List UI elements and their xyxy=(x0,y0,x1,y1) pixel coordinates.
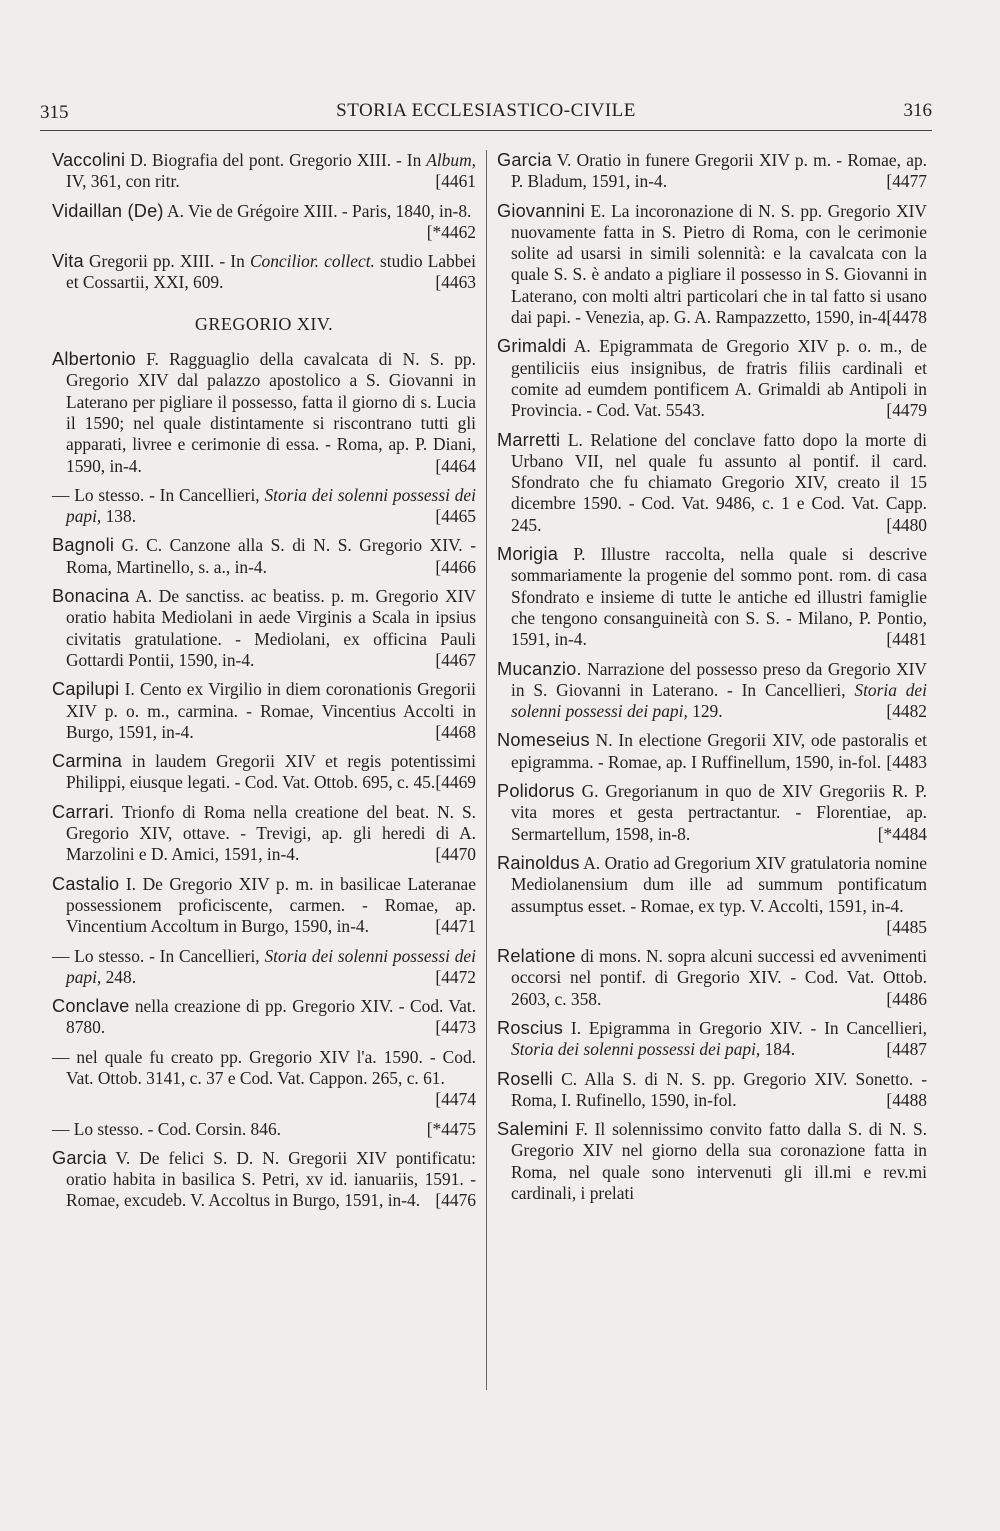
bibliography-entry xyxy=(497,336,927,421)
bibliography-entry xyxy=(52,751,476,794)
entry-text: I. Epigramma in Gregorio XIV. - In Cancellieri, xyxy=(570,1017,927,1038)
entry-text: I. De Gregorio XIV p. m. in basilicae Lateranae possessionem proficiscente, carmen. - Romae, ap. Vincentium Accoltum in Burgo, 1590, in-4. xyxy=(66,873,476,937)
entry-text: P. Illustre raccolta, nella quale si descrive sommariamente la progenie del sommo pont. rom. di casa Sfondrato e insieme di tutte le antiche ed illustri famiglie che tengono consanguineità con S. S. - Milano, P. Pontio, 1591, in-4. xyxy=(511,544,927,650)
bibliography-entry xyxy=(52,251,476,294)
entry-text-tail: 248. xyxy=(101,966,137,987)
entry-heading: Roselli xyxy=(497,1068,553,1089)
entry-text: V. Oratio in funere Gregorii XIV p. m. - Romae, ap. P. Bladum, 1591, in-4. xyxy=(511,150,927,192)
bibliography-entry xyxy=(52,996,476,1039)
entry-heading: Giovannini xyxy=(497,200,585,221)
entry-number: [4469 xyxy=(435,772,476,793)
entry-heading: — nel quale fu creato pp. Gregorio XIV l'a. 1590. xyxy=(52,1046,423,1067)
entry-heading: Bagnoli xyxy=(52,535,115,556)
bibliography-entry xyxy=(497,430,927,536)
bibliography-entry xyxy=(52,349,476,477)
entry-number: [4479 xyxy=(886,400,927,421)
entry-heading: Garcia xyxy=(497,150,552,170)
entry-number: [4474 xyxy=(435,1089,476,1110)
entry-italic-title: Storia dei solenni possessi dei papi, xyxy=(511,679,927,722)
bibliography-entry xyxy=(497,659,927,723)
entry-number: [*4484 xyxy=(877,823,927,844)
entry-text: A. Oratio ad Gregorium XIV gratulatoria nomine Mediolanensium dum ille ad summum pontificatum assumptus esset. - Romae, ex typ. V. Accolti, 1591, in-4. xyxy=(511,852,927,916)
entry-heading: Bonacina xyxy=(52,586,130,607)
entry-text: F. Ragguaglio della cavalcata di N. S. pp. Gregorio XIV dal palazzo apostolico a S. Giovanni in Laterano per pigliare il possesso, fatta il giorno di s. Lucia il 1590; nel quale distintamente si riscontrano tutti gli apparati, livree e cerimonie di essa. - Roma, ap. P. Diani, 1590, in-4. xyxy=(66,349,476,476)
entry-number: [4472 xyxy=(435,966,476,987)
bibliography-entry xyxy=(497,150,927,193)
entry-heading: Capilupi xyxy=(52,679,120,700)
entry-number: [4483 xyxy=(886,751,927,772)
entry-heading: Morigia xyxy=(497,544,559,565)
entry-text-tail: 129. xyxy=(687,701,723,722)
entry-number: [4471 xyxy=(435,916,476,937)
entry-italic-title: Concilior. collect. xyxy=(249,251,375,272)
entry-heading: Polidorus xyxy=(497,781,575,802)
bibliography-entry xyxy=(52,485,476,528)
entry-number: [4488 xyxy=(886,1089,927,1110)
entry-text: C. Alla S. di N. S. pp. Gregorio XIV. Sonetto. - Roma, I. Rufinello, 1590, in-fol. xyxy=(511,1068,927,1110)
entry-heading: Marretti xyxy=(497,429,561,450)
bibliography-entry xyxy=(497,544,927,650)
entry-heading: Mucanzio. xyxy=(497,658,582,679)
entry-heading: Albertonio xyxy=(52,349,136,370)
entry-text: nella creazione di pp. Gregorio XIV. - Cod. Vat. 8780. xyxy=(66,996,476,1038)
bibliography-entry xyxy=(52,679,476,743)
entry-number: [4470 xyxy=(435,844,476,865)
entry-heading: Conclave xyxy=(52,996,130,1017)
page-number-left: 315 xyxy=(40,102,69,123)
entry-number: [4463 xyxy=(435,272,476,293)
entry-heading: — Lo stesso. xyxy=(52,484,145,505)
bibliography-entry xyxy=(497,946,927,1010)
entry-text: I. Cento ex Virgilio in diem coronationis Gregorii XIV p. o. m., carmina. - Romae, Vincentius Accolti in Burgo, 1591, in-4. xyxy=(66,679,476,742)
bibliography-entry xyxy=(52,201,476,244)
entry-text: - In Cancellieri, xyxy=(144,484,265,505)
entry-text: A. De sanctiss. ac beatiss. p. m. Gregorio XIV oratio habita Mediolani in aede Virginis a Scala in ipsius civitatis gratulatione. - Mediolani, ex officina Pauli Gottardi Pontii, 1590, in-4. xyxy=(66,586,477,670)
left-entries xyxy=(52,349,476,1212)
bibliography-entry xyxy=(497,1069,927,1112)
bibliography-entry xyxy=(52,802,476,866)
bibliography-entry xyxy=(52,1119,476,1140)
entry-number: [4485 xyxy=(886,916,927,937)
bibliography-entry xyxy=(497,730,927,773)
entry-number: [4468 xyxy=(435,721,476,742)
bibliography-entry xyxy=(497,853,927,938)
entry-text: A. Epigrammata de Gregorio XIV p. o. m., de gentiliciis eius insignibus, de fratris filiis cardinali et comite ad eumdem pontificem A. Grimaldi ab Antipoli in Provincia. - Cod. Vat. 5543. xyxy=(511,336,927,421)
entry-number: [4487 xyxy=(886,1039,927,1060)
left-entries-before xyxy=(52,150,476,294)
entry-number: [4476 xyxy=(435,1190,476,1211)
entry-text: L. Relatione del conclave fatto dopo la morte di Urbano VII, nel quale fu assunto al pontif. il card. Sfondrato che fu chiamato Gregorio XIV, creato il 15 dicembre 1590. - Cod. Vat. 9486, c. 1 e Cod. Vat. Capp. 245. xyxy=(511,429,927,535)
entry-number: [4477 xyxy=(886,171,927,192)
page-header xyxy=(40,96,932,136)
entry-heading: Carmina xyxy=(52,751,123,772)
entry-heading: Rainoldus xyxy=(497,852,580,873)
entry-text: Gregorii pp. XIII. - In xyxy=(88,251,250,272)
entry-number: [*4475 xyxy=(426,1118,476,1139)
entry-number: [4478 xyxy=(886,307,927,328)
entry-heading: — Lo stesso. xyxy=(52,945,145,966)
entry-number: [4473 xyxy=(435,1017,476,1038)
header-rule xyxy=(40,130,932,131)
entry-number: [4467 xyxy=(435,649,476,670)
bibliography-entry xyxy=(52,1047,476,1111)
entry-text: G. C. Canzone alla S. di N. S. Gregorio XIV. - Roma, Martinello, s. a., in-4. xyxy=(66,535,476,577)
entry-heading: Vaccolini xyxy=(52,150,126,170)
entry-heading: — Lo stesso. xyxy=(52,1118,144,1139)
entry-heading: Roscius xyxy=(497,1017,564,1038)
entry-italic-title: Storia dei solenni possessi dei papi, xyxy=(511,1039,761,1060)
entry-text: - In Cancellieri, xyxy=(144,945,265,966)
entry-italic-title: Album, xyxy=(426,150,476,170)
bibliography-entry xyxy=(497,1119,927,1204)
bibliography-entry xyxy=(52,535,476,578)
entry-italic-title: Storia dei solenni possessi dei papi, xyxy=(66,945,476,987)
bibliography-entry xyxy=(52,946,476,989)
bibliography-entry xyxy=(52,586,476,671)
entry-text: - Cod. Corsin. 846. xyxy=(143,1118,281,1139)
column-divider xyxy=(486,150,487,1390)
bibliography-entry xyxy=(52,150,476,193)
entry-heading: Vidaillan (De) xyxy=(52,200,164,221)
entry-heading: Vita xyxy=(52,251,84,272)
entry-heading: Salemini xyxy=(497,1119,569,1140)
entry-number: [4480 xyxy=(886,514,927,535)
bibliography-entry xyxy=(52,874,476,938)
entry-number: [4482 xyxy=(886,701,927,722)
entry-text: G. Gregorianum in quo de XIV Gregoriis R. P. vita mores et gesta pertractantur. - Florentiae, ap. Sermartellum, 1598, in-8. xyxy=(511,781,927,844)
left-column xyxy=(52,150,476,1220)
entry-number: [4465 xyxy=(435,506,476,527)
entry-italic-title: Storia dei solenni possessi dei papi, xyxy=(66,484,476,527)
bibliography-entry xyxy=(497,201,927,329)
entry-text: Trionfo di Roma nella creatione del beat. N. S. Gregorio XIV, ottave. - Trevigi, ap. gli heredi di A. Marzolini e D. Amici, 1591, in-4. xyxy=(66,801,476,865)
bibliography-entry xyxy=(497,781,927,845)
section-title: GREGORIO XIV. xyxy=(194,313,334,334)
entry-text: A. Vie de Grégoire XIII. - Paris, 1840, in-8. xyxy=(167,200,472,221)
entry-text-tail: 184. xyxy=(760,1039,796,1060)
entry-heading: Garcia xyxy=(52,1147,107,1168)
entry-heading: Grimaldi xyxy=(497,336,567,357)
entry-number: [4464 xyxy=(435,455,476,476)
entry-text: in laudem Gregorii XIV et regis potentissimi Philippi, eiusque legati. - Cod. Vat. Ottob. 695, c. 45. xyxy=(66,751,476,793)
entry-number: [4481 xyxy=(886,629,927,650)
entry-heading: Nomeseius xyxy=(497,730,590,751)
entry-text-tail: 138. xyxy=(101,506,137,527)
bibliography-entry xyxy=(497,1018,927,1061)
entry-text: D. Biografia del pont. Gregorio XIII. - In xyxy=(130,150,427,170)
right-column xyxy=(497,150,927,1212)
entry-number: [*4462 xyxy=(426,221,476,242)
page-number-right: 316 xyxy=(903,100,932,121)
entry-heading: Castalio xyxy=(52,873,120,894)
running-title: STORIA ECCLESIASTICO-CIVILE xyxy=(336,100,636,121)
entry-number: [4461 xyxy=(435,171,476,192)
entry-text: F. Il solennissimo convito fatto dalla S. di N. S. Gregorio XIV nel giorno della sua coronazione fatta in Roma, nel quale sono intervenuti gli ill.mi e rev.mi cardinali, i prelati xyxy=(511,1119,927,1204)
entry-text: - Cod. Vat. Ottob. 3141, c. 37 e Cod. Vat. Cappon. 265, c. 61. xyxy=(66,1046,476,1088)
right-entries xyxy=(497,150,927,1204)
entry-text-tail: IV, 361, con ritr. xyxy=(66,171,180,192)
entry-text-tail: studio Labbei et Cossartii, XXI, 609. xyxy=(66,251,476,293)
entry-heading: Relatione xyxy=(497,946,576,967)
entry-text: N. In electione Gregorii XIV, ode pastoralis et epigramma. - Romae, ap. I Ruffinellum, 1590, in-fol. xyxy=(511,730,927,772)
entry-text: Narrazione del possesso preso da Gregorio XIV in S. Giovanni in Laterano. - In Cancellieri, xyxy=(511,658,927,700)
entry-text: E. La incoronazione di N. S. pp. Gregorio XIV nuovamente fatta in S. Pietro di Roma, con le cerimonie solite ad usarsi in simili solennità: e la cavalcata con la quale S. S. è andato a pigliare il possesso in S. Giovanni in Laterano, con molti altri particolari che in tal fatto si usano dai papi. - Venezia, ap. G. A. Rampazzetto, 1590, in-4. xyxy=(511,200,927,328)
entry-heading: Carrari. xyxy=(52,801,115,822)
entry-number: [4466 xyxy=(435,556,476,577)
entry-text: di mons. N. sopra alcuni successi ed avvenimenti occorsi nel pontif. di Gregorio XIV. - Cod. Vat. Ottob. 2603, c. 358. xyxy=(511,946,927,1009)
entry-text: V. De felici S. D. N. Gregorii XIV pontificatu: oratio habita in basilica S. Petri, xv id. ianuariis, 1591. - Romae, excudeb. V. Accoltus in Burgo, 1591, in-4. xyxy=(66,1147,476,1211)
entry-number: [4486 xyxy=(886,988,927,1009)
bibliography-entry xyxy=(52,1148,476,1212)
